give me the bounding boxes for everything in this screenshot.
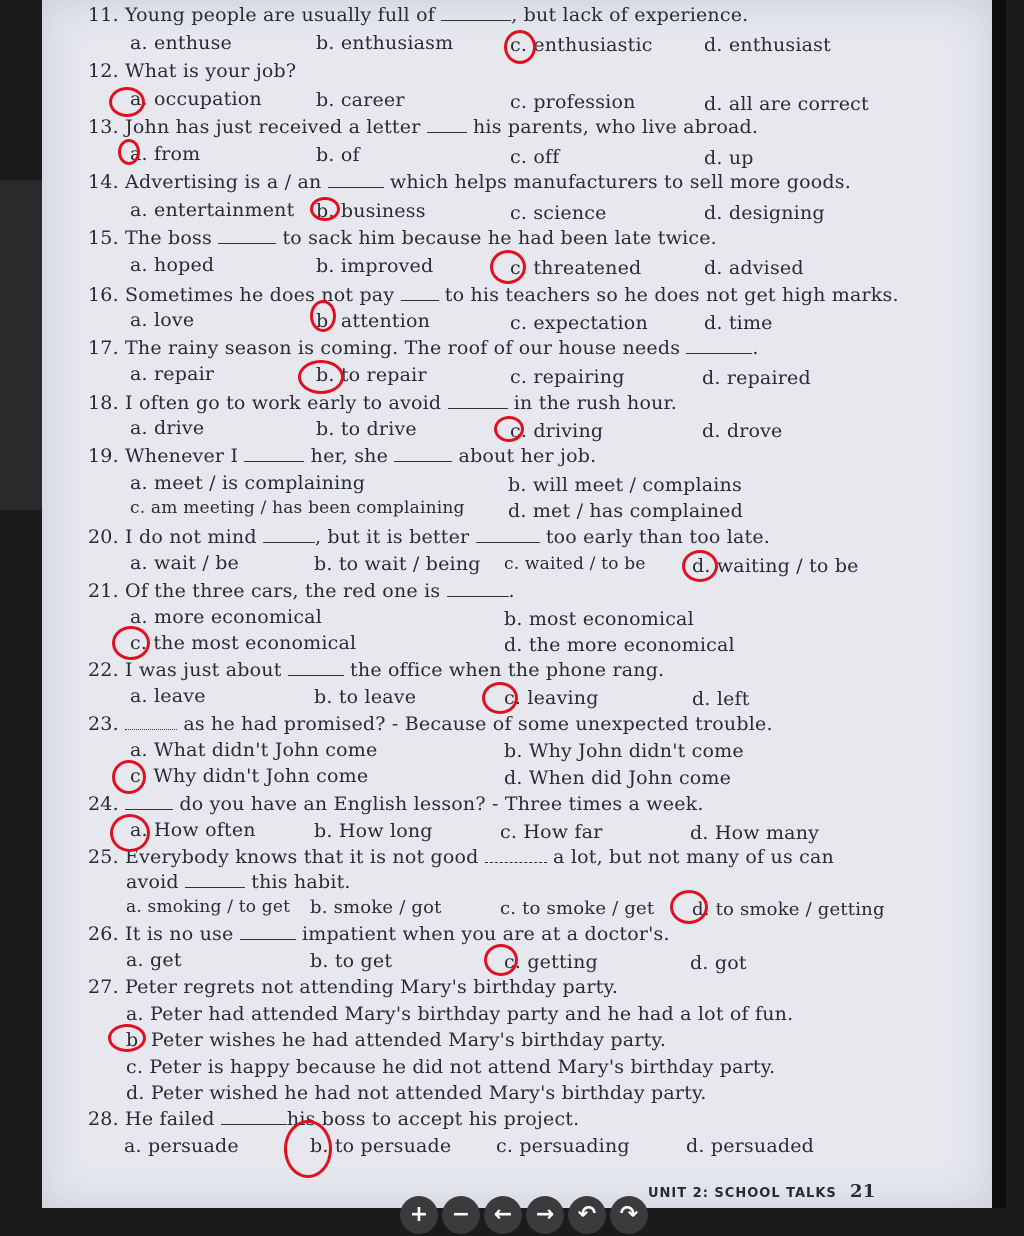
q19-option-d: d. met / has complained (508, 500, 743, 522)
q20-option-d: d. waiting / to be (692, 555, 859, 577)
q19-option-b: b. will meet / complains (508, 474, 742, 496)
question-20-stem (88, 526, 770, 548)
q20-option-a: a. wait / be (130, 552, 239, 574)
viewer-toolbar (400, 1196, 650, 1236)
q25-stem-part: this habit. (251, 871, 351, 893)
q15-option-c: c. threatened (510, 257, 642, 279)
question-28-stem (88, 1108, 579, 1130)
answer-mark-circle (504, 30, 536, 64)
q20-stem-part: , but it is better (314, 526, 470, 548)
q21-option-b: b. most economical (504, 608, 694, 630)
q23-stem-part: 23. (88, 713, 119, 735)
q23-stem-part: as he had promised? - Because of some unexpected trouble. (183, 713, 773, 735)
q23-option-b: b. Why John didn't come (504, 740, 744, 762)
q22-option-c: c. leaving (504, 687, 599, 709)
q14-option-d: d. designing (704, 202, 825, 224)
q11-option-c: c. enthusiastic (510, 34, 653, 56)
q17-option-d: d. repaired (702, 367, 811, 389)
q28-option-a: a. persuade (124, 1135, 239, 1157)
answer-blank (686, 339, 752, 354)
q11-stem-part: , but lack of experience. (511, 4, 749, 26)
q23-option-c: c. Why didn't John come (130, 765, 369, 787)
rotate-right-button[interactable]: ↷ (610, 1196, 648, 1234)
answer-blank (244, 447, 304, 462)
q12-option-c: c. profession (510, 91, 636, 113)
q14-option-a: a. entertainment (130, 199, 295, 221)
q23-option-d: d. When did John come (504, 767, 732, 789)
q13-option-b: b. of (316, 144, 360, 166)
q11-option-b: b. enthusiasm (316, 32, 454, 54)
q16-option-d: d. time (704, 312, 773, 334)
q21-option-c: c. the most economical (130, 632, 357, 654)
q24-stem-part: 24. (88, 793, 119, 815)
q20-option-c: c. waited / to be (504, 554, 646, 574)
q18-stem-part: 18. I often go to work early to avoid (88, 392, 442, 414)
question-25-stem-line2 (126, 871, 351, 893)
q26-option-d: d. got (690, 952, 747, 974)
answer-mark-circle (682, 550, 718, 582)
q16-stem-part: to his teachers so he does not get high marks. (444, 284, 899, 306)
q25-stem-part: 25. Everybody knows that it is not good (88, 846, 479, 868)
zoom-out-button[interactable]: − (442, 1196, 480, 1234)
answer-mark-circle (298, 360, 344, 394)
answer-mark-circle (494, 416, 524, 442)
q24-option-a: a. How often (130, 819, 256, 841)
q25-option-d: d. to smoke / getting (692, 899, 885, 920)
answer-mark-circle (112, 626, 150, 660)
q18-option-a: a. drive (130, 417, 205, 439)
q26-option-a: a. get (126, 949, 182, 971)
q15-option-b: b. improved (316, 255, 434, 277)
q25-option-c: c. to smoke / get (500, 898, 655, 919)
question-15-stem (88, 227, 717, 249)
answer-blank (485, 848, 547, 863)
answer-blank (288, 661, 344, 676)
q11-option-d: d. enthusiast (704, 34, 831, 56)
q17-option-b: b. to repair (316, 364, 427, 386)
q15-stem-part: to sack him because he had been late twice. (282, 227, 717, 249)
q28-option-d: d. persuaded (686, 1135, 815, 1157)
q21-option-a: a. more economical (130, 606, 322, 628)
q18-option-b: b. to drive (316, 418, 417, 440)
q22-option-a: a. leave (130, 685, 206, 707)
q19-stem-part: about her job. (458, 445, 597, 467)
q27-option-b: b. Peter wishes he had attended Mary's birthday party. (126, 1029, 667, 1051)
q18-option-d: d. drove (702, 420, 783, 442)
q13-option-a: a. from (130, 143, 201, 165)
question-24-stem (88, 793, 704, 815)
q27-option-a: a. Peter had attended Mary's birthday party and he had a lot of fun. (126, 1003, 794, 1025)
q13-option-d: d. up (704, 147, 754, 169)
q22-option-d: d. left (692, 688, 750, 710)
question-14-stem (88, 171, 851, 193)
q21-stem-part: 21. Of the three cars, the red one is (88, 580, 441, 602)
q25-stem-part: avoid (126, 871, 179, 893)
q15-stem-part: 15. The boss (88, 227, 212, 249)
answer-mark-circle (108, 1024, 146, 1052)
answer-mark-circle (484, 944, 518, 976)
question-17-stem: 17. The rainy season is coming. The roof of our house needs . (88, 337, 759, 359)
question-26-stem (88, 923, 670, 945)
answer-blank (221, 1110, 287, 1125)
answer-blank (447, 582, 509, 597)
question-22-stem (88, 659, 664, 681)
q17-stem-part: 17. The rainy season is coming. The roof of our house needs (88, 337, 681, 359)
answer-mark-circle (310, 300, 336, 332)
answer-blank (448, 394, 508, 409)
q27-option-d: d. Peter wished he had not attended Mary's birthday party. (126, 1082, 707, 1104)
answer-mark-circle (310, 197, 340, 221)
answer-blank (125, 715, 177, 730)
q11-stem-part: 11. Young people are usually full of (88, 4, 435, 26)
answer-blank (125, 795, 173, 810)
answer-blank (427, 118, 467, 133)
answer-blank (401, 286, 439, 301)
q13-option-c: c. off (510, 146, 560, 168)
answer-blank (476, 528, 540, 543)
q25-option-a: a. smoking / to get (126, 897, 291, 917)
answer-blank (240, 925, 296, 940)
question-25-stem (88, 846, 834, 868)
q28-option-c: c. persuading (496, 1135, 630, 1157)
sheet-edge (992, 0, 1006, 1208)
q22-stem-part: 22. I was just about (88, 659, 282, 681)
answer-mark-circle (490, 250, 526, 284)
q11-option-a: a. enthuse (130, 32, 232, 54)
answer-blank (441, 6, 511, 21)
q19-stem-part: 19. Whenever I (88, 445, 239, 467)
q17-option-a: a. repair (130, 363, 215, 385)
question-11-stem (88, 4, 748, 26)
q24-option-d: d. How many (690, 822, 820, 844)
q24-option-b: b. How long (314, 820, 433, 842)
q14-option-c: c. science (510, 202, 607, 224)
q16-stem-part: 16. Sometimes he does not pay (88, 284, 395, 306)
q14-stem-part: which helps manufacturers to sell more goods. (389, 171, 851, 193)
question-18-stem (88, 392, 677, 414)
q16-option-b: b. attention (316, 310, 431, 332)
q19-option-c: c. am meeting / has been complaining (130, 498, 465, 518)
question-21-stem: 21. Of the three cars, the red one is . (88, 580, 515, 602)
q25-stem-part: a lot, but not many of us can (553, 846, 834, 868)
next-button[interactable]: → (526, 1196, 564, 1234)
q19-stem-part: her, she (310, 445, 389, 467)
answer-blank (185, 873, 245, 888)
answer-mark-circle (109, 87, 145, 117)
q16-option-c: c. expectation (510, 312, 648, 334)
q21-option-d: d. the more economical (504, 634, 735, 656)
q12-option-a: a. occupation (130, 88, 262, 110)
q24-option-c: c. How far (500, 821, 603, 843)
q18-option-c: c. driving (510, 420, 604, 442)
q20-option-b: b. to wait / being (314, 553, 481, 575)
q14-stem-part: 14. Advertising is a / an (88, 171, 322, 193)
q19-option-a: a. meet / is complaining (130, 472, 366, 494)
worksheet-page (42, 0, 992, 1208)
q22-stem-part: the office when the phone rang. (350, 659, 665, 681)
q23-option-a: a. What didn't John come (130, 739, 378, 761)
q26-stem-part: 26. It is no use (88, 923, 234, 945)
answer-mark-circle (670, 890, 708, 924)
q12-option-d: d. all are correct (704, 93, 869, 115)
q15-option-d: d. advised (704, 257, 804, 279)
question-16-stem (88, 284, 899, 306)
q16-option-a: a. love (130, 309, 195, 331)
q28-stem-part: his boss to accept his project. (286, 1108, 580, 1130)
rotate-left-button[interactable]: ↶ (568, 1196, 606, 1234)
q28-option-b: b. to persuade (310, 1135, 452, 1157)
q26-stem-part: impatient when you are at a doctor's. (301, 923, 670, 945)
page-number: 21 (850, 1181, 876, 1202)
answer-blank (263, 528, 315, 543)
answer-mark-circle (112, 760, 146, 794)
q22-option-b: b. to leave (314, 686, 417, 708)
q20-stem-part: too early than too late. (545, 526, 771, 548)
unit-footer: UNIT 2: SCHOOL TALKS (648, 1186, 837, 1201)
previous-button[interactable]: ← (484, 1196, 522, 1234)
question-23-stem (88, 713, 773, 735)
zoom-in-button[interactable]: + (400, 1196, 438, 1234)
q18-stem-part: in the rush hour. (513, 392, 677, 414)
question-19-stem (88, 445, 596, 467)
question-12-stem: 12. What is your job? (88, 60, 297, 82)
q12-option-b: b. career (316, 89, 405, 111)
q25-option-b: b. smoke / got (310, 897, 442, 918)
answer-mark-circle (284, 1120, 332, 1178)
q17-option-c: c. repairing (510, 366, 625, 388)
background-window-strip (0, 180, 42, 510)
q28-stem-part: 28. He failed (88, 1108, 215, 1130)
q14-option-b: b. business (316, 200, 426, 222)
answer-blank (218, 229, 276, 244)
question-27-stem: 27. Peter regrets not attending Mary's birthday party. (88, 976, 619, 998)
q13-stem-part: his parents, who live abroad. (473, 116, 759, 138)
question-13-stem (88, 116, 758, 138)
q26-option-c: c. getting (504, 951, 598, 973)
q15-option-a: a. hoped (130, 254, 215, 276)
answer-blank (394, 447, 452, 462)
q13-stem-part: 13. John has just received a letter (88, 116, 421, 138)
q20-stem-part: 20. I do not mind (88, 526, 257, 548)
q26-option-b: b. to get (310, 950, 393, 972)
q24-stem-part: do you have an English lesson? - Three times a week. (179, 793, 704, 815)
answer-mark-circle (118, 139, 140, 165)
answer-blank (328, 173, 384, 188)
answer-mark-circle (482, 682, 518, 714)
answer-mark-circle (110, 814, 150, 852)
q27-option-c: c. Peter is happy because he did not attend Mary's birthday party. (126, 1056, 776, 1078)
